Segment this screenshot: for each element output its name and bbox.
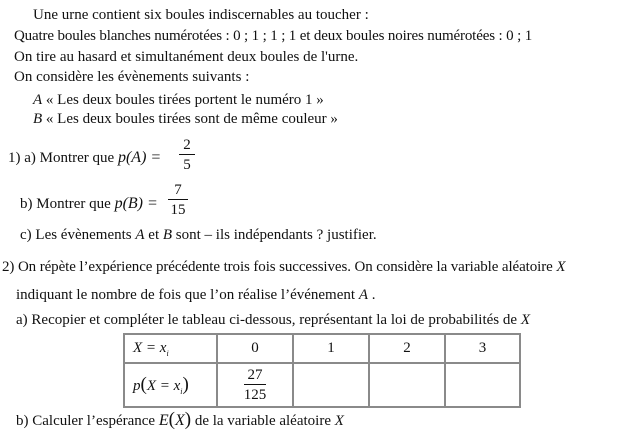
- intro-line-1: Une urne contient six boules indiscernables au toucher :: [33, 7, 369, 23]
- right-paren-icon: ): [182, 374, 189, 395]
- table-cell-x-0: [217, 334, 293, 363]
- table-header-p-inner: X = x: [146, 378, 181, 394]
- fraction-p-x-0: [244, 367, 267, 403]
- fraction-p-a: [179, 137, 195, 173]
- intro-line-4: On considère les évènements suivants :: [14, 69, 250, 85]
- question-1b: [20, 195, 158, 213]
- question-2b-variable-x: X: [334, 413, 344, 429]
- probability-law-table: [123, 333, 521, 408]
- question-1c-part3: sont – ils indépendants ? justifier.: [172, 227, 377, 243]
- fraction-p-x-0-denominator: 125: [243, 386, 267, 403]
- question-2a: [16, 311, 530, 329]
- question-2b-text-2: de la variable aléatoire: [191, 413, 335, 429]
- fraction-p-b: [168, 182, 188, 218]
- table-cell-p-3[interactable]: [445, 363, 520, 407]
- question-2a-text: a) Recopier et compléter le tableau ci-dessous, représentant la loi de probabilités de: [16, 312, 521, 328]
- table-row-values: [124, 334, 520, 363]
- question-2b: [16, 411, 344, 430]
- table-cell-x-1: [293, 334, 369, 363]
- event-b-symbol: B: [33, 111, 43, 127]
- question-1c-part1: c) Les évènements: [20, 227, 136, 243]
- table-value-3: 3: [478, 340, 487, 356]
- event-b: [33, 110, 338, 128]
- table-header-x-subscript: i: [166, 348, 169, 358]
- fraction-p-b-numerator: 7: [168, 182, 188, 200]
- question-1a-expression: p(A) =: [117, 149, 162, 166]
- left-paren-icon: (: [140, 374, 147, 395]
- question-2b-expectation-e: E: [158, 412, 169, 429]
- table-header-x: [124, 334, 217, 363]
- left-paren-icon: (: [168, 409, 175, 430]
- event-b-text: « Les deux boules tirées sont de même couleur »: [42, 111, 338, 127]
- question-1a-label: 1) a) Montrer que: [8, 150, 118, 166]
- question-2-line-1: [2, 258, 565, 276]
- table-cell-x-3: [445, 334, 520, 363]
- table-header-p-letter: p: [133, 378, 141, 394]
- question-1b-expression: p(B) =: [114, 195, 158, 212]
- fraction-p-a-numerator: 2: [179, 137, 195, 155]
- question-1c-event-a: A: [135, 227, 145, 243]
- fraction-p-x-0-numerator: 27: [244, 367, 267, 385]
- question-2-line-2-text: indiquant le nombre de fois que l’on réalise l’événement: [16, 287, 359, 303]
- table-header-x-label: X = x: [133, 339, 167, 356]
- event-a: [33, 91, 324, 109]
- intro-line-3: On tire au hasard et simultanément deux boules de l'urne.: [14, 49, 359, 65]
- event-a-text: « Les deux boules tirées portent le numéro 1 »: [42, 92, 324, 108]
- event-a-symbol: A: [33, 92, 43, 108]
- question-2-line-2-end: .: [367, 287, 376, 303]
- question-2b-text: b) Calculer l’espérance: [16, 413, 159, 429]
- question-2-variable-x: X: [556, 259, 566, 275]
- table-row-probabilities: [124, 363, 520, 407]
- intro-line-2: Quatre boules blanches numérotées : 0 ; 1 ; 1 ; 1 et deux boules noires numérotées : 0 ; 1: [14, 28, 533, 44]
- table-cell-p-1[interactable]: [293, 363, 369, 407]
- table-cell-p-2[interactable]: [369, 363, 445, 407]
- table-value-2: 2: [403, 340, 411, 356]
- question-1c: [20, 226, 377, 244]
- question-2-event-a: A: [358, 287, 368, 303]
- fraction-p-b-denominator: 15: [170, 202, 186, 218]
- question-2-line-1-text: 2) On répète l’expérience précédente trois fois successives. On considère la variable aléatoire: [2, 259, 557, 275]
- question-2b-expectation-x: X: [174, 412, 185, 429]
- fraction-p-a-denominator: 5: [183, 157, 191, 173]
- question-2-line-2: [16, 286, 375, 304]
- table-value-1: 1: [327, 340, 335, 356]
- table-cell-p-0: [217, 363, 293, 407]
- question-1c-part2: et: [144, 227, 163, 243]
- right-paren-icon: ): [184, 409, 192, 430]
- table-header-p-subscript: i: [180, 387, 183, 396]
- table-cell-x-2: [369, 334, 445, 363]
- table-value-0: 0: [251, 340, 259, 356]
- question-1c-event-b: B: [162, 227, 173, 243]
- table-header-p: [124, 363, 217, 407]
- question-2a-variable-x: X: [520, 312, 530, 328]
- question-1a: [8, 149, 161, 167]
- question-1b-label: b) Montrer que: [20, 196, 115, 212]
